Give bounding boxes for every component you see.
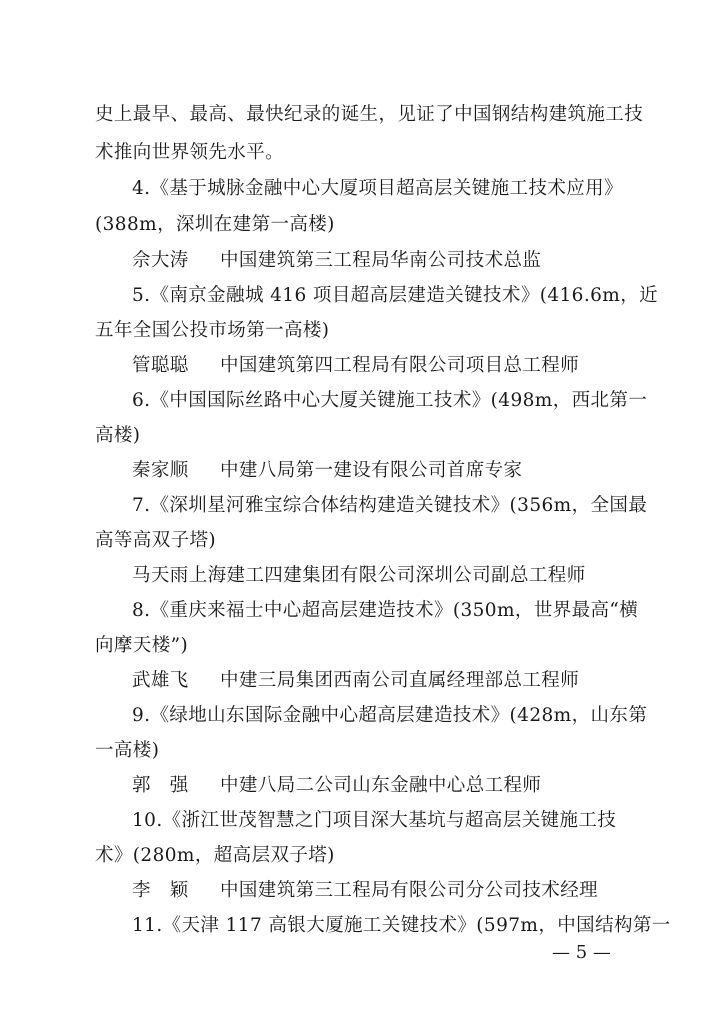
item-title-line: 5.《南京金融城 416 项目超高层建造关键技术》(416.6m，近 — [132, 285, 659, 306]
item-title-line: 6.《中国国际丝路中心大厦关键施工技术》(498m，西北第一 — [132, 390, 648, 411]
person-name: 佘大涛 — [132, 250, 189, 271]
person-name: 秦家顺 — [132, 460, 189, 481]
paragraph-line: 史上最早、最高、最快纪录的诞生，见证了中国钢结构建筑施工技 — [95, 104, 644, 125]
person-entry — [132, 458, 672, 484]
person-entry — [132, 353, 672, 379]
person-title: 中建八局第一建设有限公司首席专家 — [220, 460, 523, 481]
item-title-line: 10.《浙江世茂智慧之门项目深大基坑与超高层关键施工技 — [132, 810, 617, 831]
item-title-line: 11.《天津 117 高银大厦施工关键技术》(597m，中国结构第一 — [132, 915, 671, 936]
item-title-line: 向摩天楼”) — [95, 635, 189, 656]
item-title-line: 高等高双子塔) — [95, 530, 217, 551]
person-title: 中国建筑第三工程局有限公司分公司技术经理 — [220, 880, 599, 901]
person-title: 中建八局二公司山东金融中心总工程师 — [220, 775, 542, 796]
item-title-line: 7.《深圳星河雅宝综合体结构建造关键技术》(356m，全国最 — [132, 495, 648, 516]
item-title-line: (388m，深圳在建第一高楼) — [95, 214, 335, 235]
person-name: 武雄飞 — [132, 670, 189, 691]
person-entry — [132, 668, 672, 694]
item-title-line: 一高楼) — [95, 740, 160, 761]
person-entry — [132, 773, 672, 799]
item-title-line: 4.《基于城脉金融中心大厦项目超高层关键施工技术应用》 — [132, 178, 623, 199]
person-title: 中国建筑第三工程局华南公司技术总监 — [220, 250, 542, 271]
page-number: — 5 — — [552, 942, 611, 963]
person-title: 中建三局集团西南公司直属经理部总工程师 — [220, 670, 580, 691]
person-name: 马天雨 — [132, 565, 189, 586]
item-title-line: 高楼) — [95, 425, 141, 446]
person-name: 郭 强 — [132, 775, 189, 796]
person-name: 李 颖 — [132, 880, 189, 901]
item-title-line: 术》(280m，超高层双子塔) — [95, 845, 335, 866]
person-name: 管聪聪 — [132, 355, 189, 376]
person-entry — [132, 563, 672, 589]
person-entry — [132, 248, 672, 274]
item-title-line: 9.《绿地山东国际金融中心超高层建造技术》(428m，山东第 — [132, 705, 648, 726]
item-title-line: 8.《重庆来福士中心超高层建造技术》(350m，世界最高“横 — [132, 600, 639, 621]
person-entry — [132, 878, 672, 904]
paragraph-line: 术推向世界领先水平。 — [95, 142, 285, 163]
person-title: 上海建工四建集团有限公司深圳公司副总工程师 — [188, 565, 586, 586]
item-title-line: 五年全国公投市场第一高楼) — [95, 320, 330, 341]
person-title: 中国建筑第四工程局有限公司项目总工程师 — [220, 355, 580, 376]
